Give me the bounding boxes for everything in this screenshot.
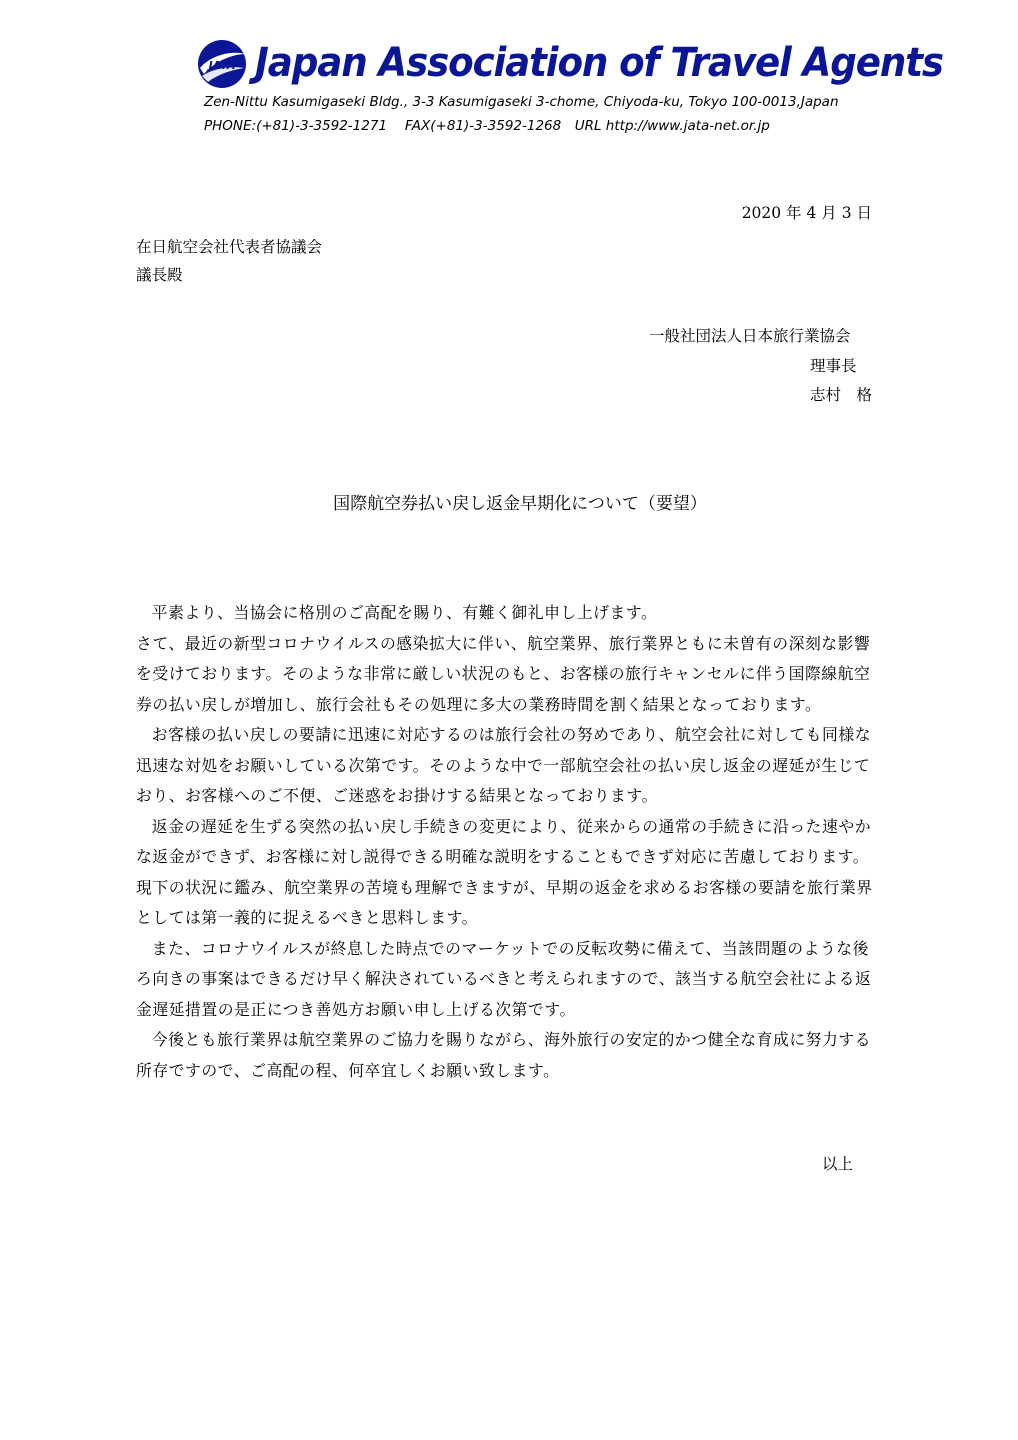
contact-line: PHONE:(+81)-3-3592-1271 FAX(+81)-3-3592-1268 URL http://www.jata-net.or.jp — [204, 118, 770, 134]
jata-logo-icon — [196, 38, 248, 90]
body-paragraph: また、コロナウイルスが終息した時点でのマーケットでの反転攻勢に備えて、当該問題のような後ろ向きの事案はできるだけ早く解決されているべきと考えられますので、該当する航空会社による返金遅延措置の是正につき善処方お願い申し上げる次第です。 — [136, 938, 872, 1019]
subject-text: 国際航空券払い戻し返金早期化について（要望） — [333, 494, 707, 514]
body-paragraph: さて、最近の新型コロナウイルスの感染拡大に伴い、航空業界、旅行業界ともに未曽有の深刻な影響を受けております。そのような非常に厳しい状況のもと、お客様の旅行キャンセルに伴う国際線航空券の払い戻しが増加し、旅行会社もその処理に多大の業務時間を割く結果となっております。 — [136, 633, 871, 714]
subject-heading — [0, 489, 1018, 514]
body-paragraph: 返金の遅延を生ずる突然の払い戻し手続きの変更により、従来からの通常の手続きに沿った速やかな返金ができず、お客様に対し説得できる明確な説明をすることもできず対応に苦慮しております。 — [136, 816, 872, 866]
organization-name: Japan Association of Travel Agents — [255, 40, 943, 86]
sender-title: 理事長 — [809, 356, 857, 375]
body-paragraph: 現下の状況に鑑み、航空業界の苦境も理解できますが、早期の返金を求めるお客様の要請を旅行業界としては第一義的に捉えるべきと思料します。 — [136, 877, 873, 927]
letter-date: 2020 年 4 月 3 日 — [741, 204, 872, 222]
sender-block — [649, 322, 872, 411]
closing-mark: 以上 — [821, 1155, 853, 1173]
recipient-block — [136, 233, 322, 289]
body-paragraph: 今後とも旅行業界は航空業界のご協力を賜りながら、海外旅行の安定的かつ健全な育成に努力する所存ですので、ご高配の程、何卒宜しくお願い致します。 — [136, 1030, 872, 1080]
body-paragraph: 平素より、当協会に格別のご高配を賜り、有難く御礼申し上げます。 — [151, 603, 658, 622]
letterhead — [0, 0, 1018, 140]
recipient-org: 在日航空会社代表者協議会 — [136, 238, 323, 256]
letter-body — [136, 598, 876, 1086]
sender-name: 志村 格 — [809, 386, 872, 404]
sender-org: 一般社団法人日本旅行業協会 — [648, 327, 851, 345]
logo-text: JATA — [208, 59, 236, 72]
recipient-title: 議長殿 — [136, 266, 183, 284]
body-paragraph: お客様の払い戻しの要請に迅速に対応するのは旅行会社の努めであり、航空会社に対しても同様な迅速な対処をお願いしている次第です。そのような中で一部航空会社の払い戻し返金の遅延が生じており、お客様へのご不便、ご迷惑をお掛けする結果となっております。 — [136, 725, 872, 805]
address-line: Zen-Nittu Kasumigaseki Bldg., 3-3 Kasumigaseki 3-chome, Chiyoda-ku, Tokyo 100-0013,Japan — [204, 94, 839, 110]
